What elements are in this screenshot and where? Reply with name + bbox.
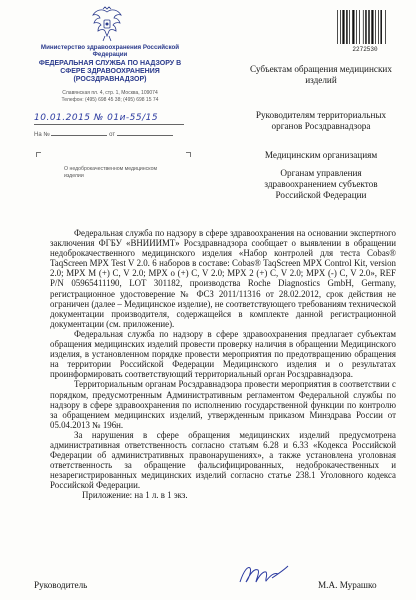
date-number-line <box>34 113 194 129</box>
address-line: Славянская пл. 4, стр. 1, Москва, 109074 <box>62 90 158 96</box>
reference-number-blank <box>51 135 107 136</box>
reference-date-blank <box>117 135 173 136</box>
body-paragraph-4: За нарушения в сфере обращения медицинских изделий предусмотрена административная ответственность согласно статьям 6.28 и 6.33 «Кодекса Российской Федерации об административных правонарушениях», а также установлена уголовная ответственность за обращение фальсифицированных, недоброкачественных и незарегистрированных медицинских изделий согласно статье 238.1 Уголовного кодекса Российской Федерации. <box>50 429 396 491</box>
reference-prefix: На № <box>34 132 50 138</box>
address-block <box>30 90 190 103</box>
ministry-name: Министерство здравоохранения Российской Федерации <box>40 44 180 58</box>
signatory-role: Руководитель <box>34 580 88 590</box>
reference-line <box>34 132 173 138</box>
letter-body <box>50 228 396 501</box>
subject-bracket-right <box>186 152 191 157</box>
signatory-name: М.А. Мурашко <box>318 580 377 590</box>
recipient-4: Органам управления здравоохранением субъектов Российской Федерации <box>264 168 378 200</box>
attachment-note: Приложение: на 1 л. в 1 экз. <box>82 490 188 501</box>
barcode-number: 2272530 <box>352 46 378 53</box>
letter-subject: О недоброкачественном медицинском изделии <box>64 166 158 179</box>
date-underline <box>34 124 184 125</box>
handwritten-date-number: 10.01.2015 № 01и-55/15 <box>34 113 159 123</box>
reference-from-label: от <box>109 132 116 138</box>
barcode-icon <box>336 10 394 44</box>
phone-line: Телефон: (495) 698 45 38; (495) 698 15 74 <box>61 96 159 103</box>
body-paragraph-2: Федеральная служба по надзору в сфере здравоохранения предлагает субъектам обращения медицинских изделий провести проверку наличия в обращении Медицинского изделия, в установленном порядке провести мероприятия по предотвращению обращения на территории Российской Федерации Медицинского изделия и о результатах проинформировать соответствующий территориальный орган Росздравнадзора. <box>50 328 396 380</box>
recipient-3: Медицинским организациям <box>264 150 378 160</box>
body-paragraph-3: Территориальным органам Росздравнадзора провести мероприятия в соответствии с порядком, предусмотренным Административным регламентом Федеральной службы по надзору в сфере здравоохранения по исполнению государственной функции по контролю за обращением медицинских изделий, утвержденным приказом Минздрава России от 05.04.2013 № 196н. <box>50 379 396 430</box>
body-paragraph-1: Федеральная служба по надзору в сфере здравоохранения на основании экспертного заключения ФГБУ «ВНИИИМТ» Росздравнадзора сообщает о выявлении в обращении недоброкачественного медицинского изделия «Набор контролей для теста Cobas® TaqScreen MPX Test V 2.0. 6 наборов в составе: Cobas® TaqScreen MPX Control Kit, version 2.0; MPX M (+) C, V 2.0; MPX о (+) C, V 2.0; MPX 2 (+) C, V 2.0; MPX (-) C, V 2.0», REF P/N 05965411190, LOT 301182, производства Roche Diagnostics GmbH, Germany, регистрационное удостоверение № ФСЗ 2011/11316 от 28.02.2012, срок действия не ограничен (далее – Медицинское изделие), не соответствующего требованиям технической документации производителя, содержащейся в комплекте данной регистрационной документации (см. приложение). <box>50 228 396 329</box>
recipient-1: Субъектам обращения медицинских изделий <box>250 64 392 85</box>
recipient-2: Руководителям территориальных органов Росздравнадзора <box>255 110 387 131</box>
service-name: ФЕДЕРАЛЬНАЯ СЛУЖБА ПО НАДЗОРУ В СФЕРЕ ЗДРАВООХРАНЕНИЯ (РОСЗДРАВНАДЗОР) <box>38 60 182 83</box>
handwritten-signature <box>232 562 292 586</box>
coat-of-arms-emblem-icon <box>90 6 124 42</box>
subject-bracket-left <box>36 152 41 157</box>
